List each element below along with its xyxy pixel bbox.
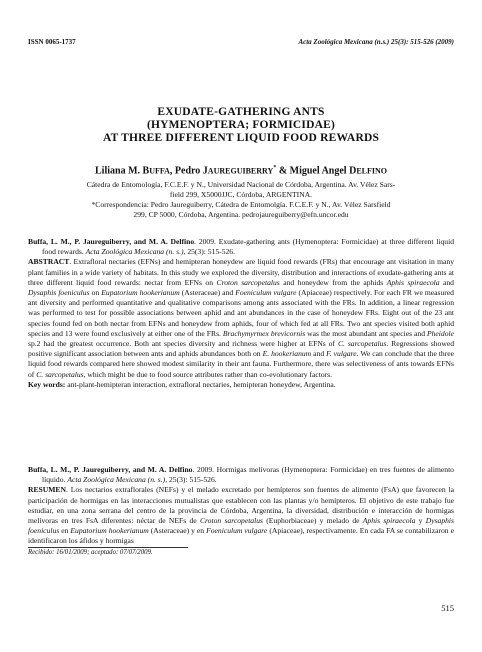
author-2-last: AUREGUIBERRY [207,166,274,176]
resumen-text: . Los nectarios extraflorales (NEFs) y el melado excretado por hemípteros son fuentes de alimento (FsA) que favorecen la participación de hormigas en las interacciones mutualistas que establecen con las plantas y/o hemípteros. El objetivo de este trabajo fue estudiar, en una zona serrana del centro de la provincia de Córdoba, Argentina, la diversidad, distribución e interacción de hormigas melívoras en tres FsA diferentes: néctar de NEFs de [28,485,454,526]
author-sep-2: & Miguel Angel D [276,165,357,177]
citation-authors: Buffa, L. M., P. Jaureguiberry, and M. A. Delfino [28,465,193,474]
species-name: Eupatorium hookerianum [70,526,149,536]
species-name: E. hookerianum [262,349,312,359]
abstract-spanish [28,465,454,547]
title-line-1: EXUDATE-GATHERING ANTS [157,106,325,118]
citation-journal: Acta Zoológica Mexicana (n. s.) [85,247,184,257]
title-line-3: AT THREE DIFFERENT LIQUID FOOD REWARDS [102,132,380,144]
citation-journal: Acta Zoológica Mexicana (n. s.) [67,475,166,485]
species-name: Brachymyrmex brevicornis [222,328,306,338]
affiliation-line-1: Cátedra de Entomología, F.C.E.F. y N., Universidad Nacional de Córdoba, Argentina. Av. Vélez Sars- [86,180,396,189]
citation-text: . 2009. Exudate-gathering ants (Hymenoptera: Formicidae) at three different liquid food rewards. [42,237,454,257]
citation-pages: , 25(3): 515-526. [165,475,217,485]
resumen-text: (Asteraceae) y en [148,526,207,536]
abstract-text: . Extrafloral nectaries (EFNs) and hemipteran honeydew are liquid food rewards (FRs) that encourage ant visitation in many plant families in a wide variety of habitats. In this study we explored the diversity, distribution and interactions of exudate-gathering ants at three different liquid food rewards: nectar from EFNs on [28,257,454,287]
page-number: 515 [441,603,454,613]
species-name: Dysaphis foeniculus [28,516,454,536]
species-name: C. sarcopetalus [337,339,387,349]
species-name: Foeniculum vulgare [206,526,268,536]
article-title [28,106,454,145]
author-1-first: Liliana M. B [95,165,150,177]
keywords-label: Key words: [28,379,66,389]
abstract-text: . Regressions showed positive significant association between ants and aphids abundances both on [28,339,455,359]
citation-text: . 2009. Hormigas melívoras (Hymenoptera: Formicidae) en tres fuentes de alimento líquido. [42,465,454,485]
species-name: Eupatorium hookerianum [101,288,180,298]
author-3-last: ELFINO [356,166,387,176]
species-name: Aphis spiraecola [386,277,440,287]
affiliation-line-2: field 299, X5000JJC, Córdoba, ARGENTINA. [169,190,313,199]
abstract-heading: ABSTRACT [28,257,70,267]
abstract-text: and [311,349,327,359]
affiliation [40,180,442,220]
abstract-text: (Apiaceae) respectively. For each FR we measured ant diversity and performed quantitative and qualitative comparisons among ants associated with the FRs. In addition, a linear regression was performed to test for possible associations between aphid and ant abundances in the case of honeydew FRs. Eight out of the 23 ant species found fed on both nectar from EFNs and honeydew from aphids, four of which fed at all FRs. Two ant species visited both aphid species and 13 were found exclusively at either one of the FRs. [28,288,454,338]
species-name: Dysaphis foeniculus [28,288,90,298]
received-dates: Recibido: 16/01/2009; aceptado: 07/07/2009. [28,547,188,556]
running-header [28,38,454,46]
resumen-body [28,485,454,546]
species-name: F. vulgare [326,349,357,359]
abstract-body [28,257,454,379]
citation-pages: , 25(3): 515-526. [183,247,235,257]
correspondence-line-2: 299, CP 5000, Córdoba, Argentina. pedrojaureguiberry@efn.uncor.edu [133,210,349,219]
issn: ISSN 0065-1737 [28,38,76,46]
resumen-heading: RESUMEN [28,485,66,495]
author-1-last: UFFA [149,166,170,176]
species-name: Aphis spiraecola [362,516,416,526]
resumen-text: en [59,526,71,536]
author-list [28,165,454,176]
resumen-text: y [415,516,426,526]
abstract-text: was the most abundant ant species and [305,328,427,338]
title-line-2: (HYMENOPTERA; FORMICIDAE) [146,119,336,131]
citation-authors: Buffa, L. M., P. Jaureguiberry, and M. A. Delfino [28,237,195,246]
abstract-text: and honeydew from the aphids [279,277,387,287]
citation-english [28,237,454,257]
citation-spanish [28,465,454,485]
species-name: Foeniculum vulgare [235,288,297,298]
resumen-text: (Euphorbiaceae) y melado de [262,516,363,526]
species-name: C. sarcopetalus [36,369,84,379]
resumen-text: (Apiaceae), respectivamente. En cada FA se contabilizaron e identificaron los áfidos y hormigas [28,526,454,546]
correspondence-line-1: *Correspondencia: Pedro Jaureguiberry, Cátedra de Entomolgía. F.C.E.F. y N., Av. Vélez Sarsfield [91,200,391,209]
corresponding-mark: * [273,165,277,171]
journal-citation: Acta Zoológica Mexicana (n.s.) 25(3): 515-526 (2009) [298,38,454,46]
abstract-text: and [439,277,454,287]
author-sep-1: , Pedro J [169,165,208,177]
species-name: Pheidole [427,328,454,338]
species-name: Croton sarcopetalus [199,516,263,526]
species-name: Croton sarcopetalus [216,277,280,287]
abstract-text: , which might be due to food source attributes rather than co-evolutionary factors. [83,369,333,379]
abstract-text: (Asteraceae) and [179,288,236,298]
abstract-english [28,237,454,390]
keywords [28,380,454,390]
abstract-text: . We can conclude that the three liquid food rewards compared here showed modest similarity in their ant fauna. Furthermore, there was selectiveness of ants towards EFNs of [28,349,455,379]
abstract-text: sp.2 had the greatest occurrence. Both ant species diversity and richness were higher at EFNs of [28,339,338,349]
abstract-text: on [89,288,102,298]
keywords-text: ant-plant-hemipteran interaction, extrafloral nectaries, hemipteran honeydew, Argentina. [65,379,336,389]
